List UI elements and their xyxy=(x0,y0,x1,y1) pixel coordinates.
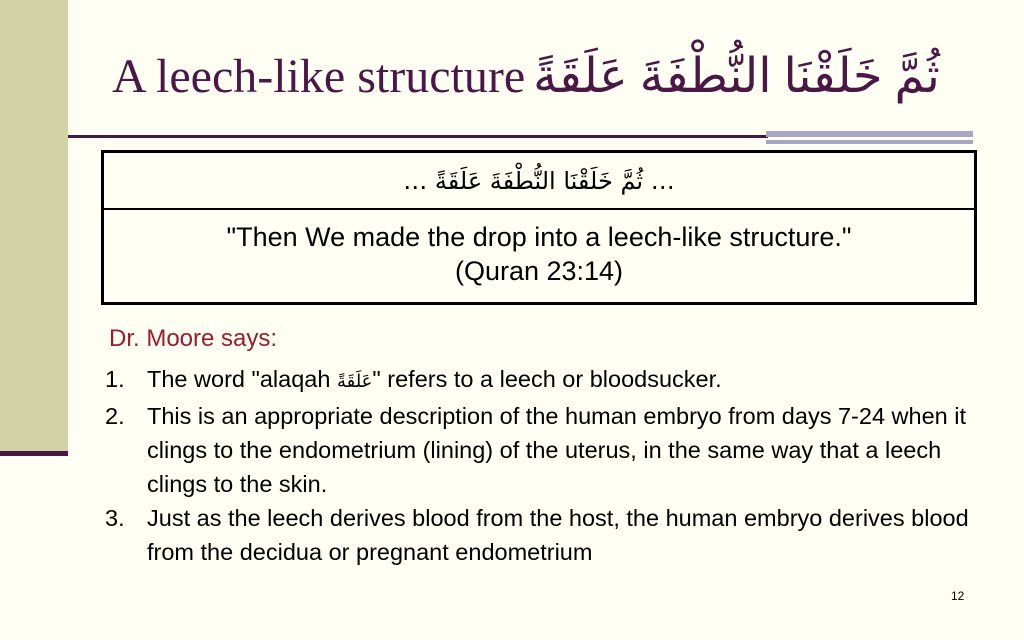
title-rule-accent-2 xyxy=(766,140,973,144)
page-number: 12 xyxy=(951,589,965,603)
list-item xyxy=(105,399,985,501)
verse-english: "Then We made the drop into a leech-like structure." xyxy=(226,222,852,252)
point-1-post: " refers to a leech or bloodsucker. xyxy=(372,366,722,392)
title-arabic: ثُمَّ خَلَقْنَا النُّطْفَةَ عَلَقَةً xyxy=(533,50,940,103)
slide-title xyxy=(112,48,940,104)
sidebar-underline xyxy=(0,451,68,456)
list-number: 2. xyxy=(105,403,125,429)
verse-reference: (Quran 23:14) xyxy=(454,256,624,286)
sidebar-decoration xyxy=(0,0,68,455)
list-item xyxy=(105,501,985,569)
verse-translation xyxy=(104,210,974,288)
list-text: This is an appropriate description of the human embryo from days 7-24 when it clings to the endometrium (lining) of the uterus, in the same way that a leech clings to the skin. xyxy=(147,403,967,497)
point-1-pre: The word "alaqah xyxy=(147,366,337,392)
list-text: Just as the leech derives blood from the host, the human embryo derives blood from the decidua or pregnant endometrium xyxy=(147,505,969,565)
verse-box xyxy=(101,150,977,305)
title-rule-accent xyxy=(766,131,973,137)
verse-arabic: … ثُمَّ خَلَقْنَا النُّطْفَةَ عَلَقَةً … xyxy=(104,153,974,210)
title-english: A leech-like structure xyxy=(112,50,526,103)
moore-heading: Dr. Moore says: xyxy=(109,325,278,352)
list-number: 1. xyxy=(105,366,125,392)
point-1-arabic: عَلَقَةً xyxy=(336,371,373,392)
list-number: 3. xyxy=(105,505,125,531)
moore-points-list xyxy=(105,362,985,569)
list-text xyxy=(147,362,985,399)
list-item xyxy=(105,362,985,399)
title-rule xyxy=(68,135,768,138)
